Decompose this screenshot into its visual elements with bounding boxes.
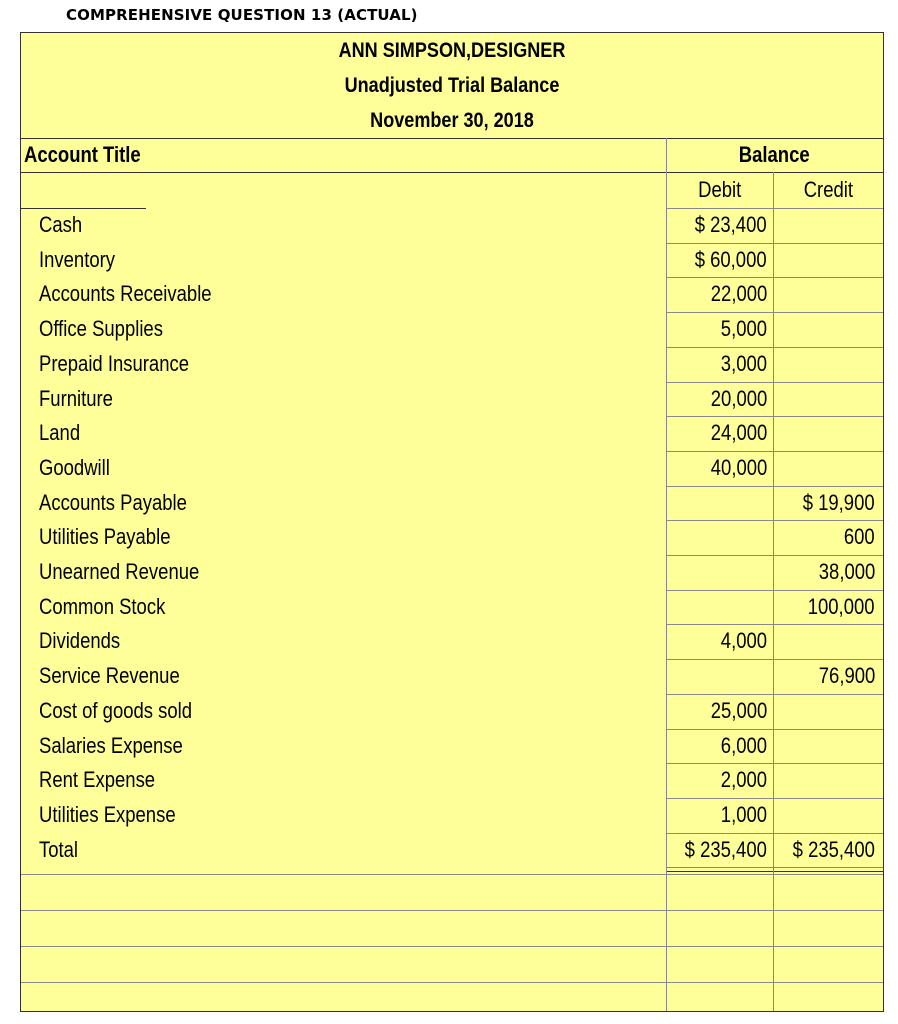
account-name: Land bbox=[39, 420, 81, 446]
account-name: Salaries Expense bbox=[39, 732, 183, 758]
account-name: Accounts Receivable bbox=[39, 281, 212, 307]
credit-amount bbox=[773, 247, 875, 273]
row-line bbox=[666, 486, 883, 487]
credit-amount bbox=[773, 802, 875, 828]
account-name: Service Revenue bbox=[39, 663, 180, 689]
credit-amount bbox=[773, 767, 875, 793]
credit-amount bbox=[773, 316, 875, 342]
credit-amount bbox=[773, 420, 875, 446]
row-line bbox=[666, 729, 883, 730]
credit-amount: 38,000 bbox=[818, 559, 875, 584]
credit-amount: 76,900 bbox=[818, 663, 875, 689]
credit-amount bbox=[773, 281, 875, 307]
credit-amount bbox=[773, 351, 875, 377]
debit-header: Debit bbox=[697, 177, 742, 202]
trial-balance-sheet bbox=[20, 32, 884, 1012]
account-name: Rent Expense bbox=[39, 767, 156, 793]
account-name: Inventory bbox=[39, 246, 116, 272]
debit-amount: 22,000 bbox=[710, 281, 767, 307]
debit-amount bbox=[666, 524, 767, 550]
debit-amount: 5,000 bbox=[720, 316, 767, 342]
debit-amount: 2,000 bbox=[720, 767, 767, 793]
report-date: November 30, 2018 bbox=[370, 109, 534, 132]
credit-amount bbox=[773, 698, 875, 724]
row-line bbox=[666, 451, 883, 452]
account-name: Furniture bbox=[39, 385, 113, 411]
debit-amount bbox=[666, 594, 767, 620]
debit-amount: 20,000 bbox=[710, 385, 767, 411]
account-name: Utilities Expense bbox=[39, 801, 176, 827]
debit-amount: 6,000 bbox=[720, 732, 767, 758]
total-double-underline bbox=[666, 871, 883, 872]
row-line bbox=[666, 520, 883, 521]
total-debit: $ 235,400 bbox=[684, 836, 767, 862]
row-line bbox=[666, 312, 883, 313]
row-line bbox=[666, 624, 883, 625]
credit-header: Credit bbox=[803, 177, 853, 202]
row-line bbox=[666, 659, 883, 660]
debit-amount: 25,000 bbox=[710, 697, 767, 723]
debit-amount: $ 23,400 bbox=[695, 212, 767, 237]
account-name: Common Stock bbox=[39, 593, 166, 619]
credit-amount bbox=[773, 386, 875, 412]
account-name: Office Supplies bbox=[39, 316, 163, 342]
account-name: Dividends bbox=[39, 628, 121, 654]
row-line bbox=[666, 833, 883, 834]
account-name: Cost of goods sold bbox=[39, 697, 193, 723]
total-label: Total bbox=[39, 836, 79, 862]
debit-amount: $ 60,000 bbox=[695, 246, 767, 272]
account-name: Utilities Payable bbox=[39, 524, 171, 550]
row-line bbox=[666, 867, 883, 868]
debit-amount bbox=[666, 663, 767, 689]
credit-amount: 100,000 bbox=[808, 593, 875, 619]
credit-amount: 600 bbox=[844, 524, 875, 550]
row-line bbox=[666, 382, 883, 383]
blank-row-line bbox=[21, 946, 883, 947]
row-line bbox=[666, 347, 883, 348]
row-line bbox=[666, 277, 883, 278]
total-credit: $ 235,400 bbox=[792, 836, 875, 862]
row-line bbox=[666, 694, 883, 695]
account-name: Cash bbox=[39, 212, 83, 237]
credit-amount bbox=[773, 733, 875, 759]
account-name: Goodwill bbox=[39, 454, 110, 480]
balance-header: Balance bbox=[739, 142, 810, 167]
blank-row-line bbox=[21, 874, 883, 875]
account-title-underline bbox=[21, 208, 146, 209]
column-header-divider bbox=[21, 172, 883, 173]
row-line bbox=[666, 798, 883, 799]
account-name: Prepaid Insurance bbox=[39, 350, 189, 376]
account-name: Accounts Payable bbox=[39, 489, 187, 515]
debit-amount: 24,000 bbox=[710, 420, 767, 446]
credit-amount bbox=[773, 455, 875, 481]
company-name: ANN SIMPSON,DESIGNER bbox=[338, 39, 566, 62]
row-line bbox=[666, 555, 883, 556]
debit-amount: 1,000 bbox=[720, 801, 767, 827]
row-line bbox=[666, 590, 883, 591]
header-divider bbox=[21, 138, 883, 139]
credit-amount bbox=[773, 212, 875, 238]
blank-row-line bbox=[21, 910, 883, 911]
row-line bbox=[666, 243, 883, 244]
debit-amount bbox=[666, 559, 767, 585]
debit-amount: 40,000 bbox=[710, 454, 767, 480]
document-label: COMPREHENSIVE QUESTION 13 (ACTUAL) bbox=[66, 6, 418, 24]
debit-amount: 3,000 bbox=[720, 350, 767, 376]
credit-amount: $ 19,900 bbox=[803, 489, 875, 515]
report-title: Unadjusted Trial Balance bbox=[344, 74, 560, 97]
credit-amount bbox=[773, 628, 875, 654]
row-line bbox=[666, 208, 883, 209]
debit-amount: 4,000 bbox=[720, 628, 767, 654]
row-line bbox=[666, 763, 883, 764]
row-line bbox=[666, 416, 883, 417]
account-name: Unearned Revenue bbox=[39, 559, 200, 584]
blank-row-line bbox=[21, 982, 883, 983]
account-title-header: Account Title bbox=[24, 142, 141, 167]
debit-amount bbox=[666, 490, 767, 516]
